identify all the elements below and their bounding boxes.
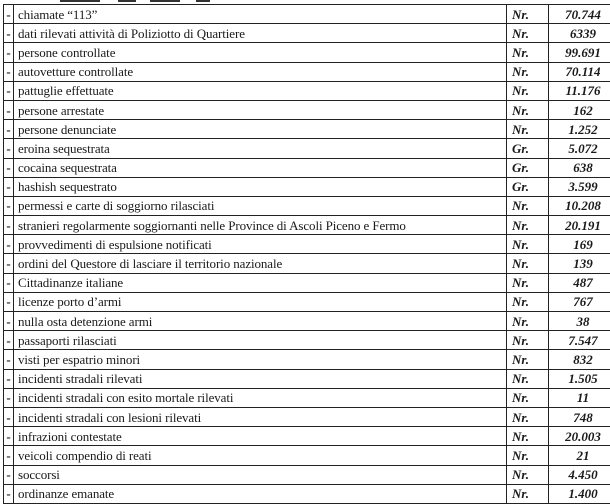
table-row	[4, 177, 610, 196]
row-dash: -	[4, 465, 14, 484]
row-value: 70.114	[549, 62, 610, 81]
row-dash: -	[4, 43, 14, 62]
row-value: 6339	[549, 24, 610, 43]
row-unit: Nr.	[507, 331, 549, 350]
row-label: pattuglie effettuate	[14, 81, 507, 100]
row-unit: Nr.	[507, 5, 549, 24]
row-dash: -	[4, 388, 14, 407]
statistics-table-body	[4, 5, 610, 504]
row-label: persone controllate	[14, 43, 507, 62]
table-row	[4, 5, 610, 24]
row-dash: -	[4, 81, 14, 100]
row-dash: -	[4, 484, 14, 503]
row-label: infrazioni contestate	[14, 427, 507, 446]
row-unit: Nr.	[507, 312, 549, 331]
row-label: Cittadinanze italiane	[14, 273, 507, 292]
row-dash: -	[4, 120, 14, 139]
row-value: 99.691	[549, 43, 610, 62]
row-value: 11.176	[549, 81, 610, 100]
row-dash: -	[4, 292, 14, 311]
row-value: 748	[549, 407, 610, 426]
row-unit: Gr.	[507, 139, 549, 158]
row-dash: -	[4, 446, 14, 465]
row-dash: -	[4, 312, 14, 331]
row-dash: -	[4, 427, 14, 446]
row-label: incidenti stradali con esito mortale rilevati	[14, 388, 507, 407]
row-unit: Nr.	[507, 81, 549, 100]
table-row	[4, 81, 610, 100]
row-unit: Nr.	[507, 407, 549, 426]
row-label: dati rilevati attività di Poliziotto di Quartiere	[14, 24, 507, 43]
table-row	[4, 235, 610, 254]
row-value: 1.252	[549, 120, 610, 139]
row-dash: -	[4, 158, 14, 177]
row-unit: Nr.	[507, 235, 549, 254]
row-unit: Nr.	[507, 273, 549, 292]
table-row	[4, 369, 610, 388]
table-row	[4, 196, 610, 215]
table-row	[4, 350, 610, 369]
row-label: incidenti stradali rilevati	[14, 369, 507, 388]
row-unit: Nr.	[507, 216, 549, 235]
row-label: ordini del Questore di lasciare il territorio nazionale	[14, 254, 507, 273]
table-row	[4, 216, 610, 235]
row-value: 7.547	[549, 331, 610, 350]
row-unit: Nr.	[507, 43, 549, 62]
row-value: 70.744	[549, 5, 610, 24]
row-label: passaporti rilasciati	[14, 331, 507, 350]
table-row	[4, 407, 610, 426]
row-value: 4.450	[549, 465, 610, 484]
row-value: 1.400	[549, 484, 610, 503]
table-row	[4, 139, 610, 158]
row-value: 1.505	[549, 369, 610, 388]
row-unit: Nr.	[507, 465, 549, 484]
row-unit: Nr.	[507, 484, 549, 503]
row-label: hashish sequestrato	[14, 177, 507, 196]
row-value: 767	[549, 292, 610, 311]
table-row	[4, 24, 610, 43]
row-value: 11	[549, 388, 610, 407]
statistics-table	[3, 4, 610, 504]
row-unit: Nr.	[507, 24, 549, 43]
row-unit: Nr.	[507, 196, 549, 215]
table-row	[4, 331, 610, 350]
row-label: soccorsi	[14, 465, 507, 484]
row-unit: Nr.	[507, 100, 549, 119]
row-label: provvedimenti di espulsione notificati	[14, 235, 507, 254]
table-row	[4, 254, 610, 273]
row-dash: -	[4, 350, 14, 369]
row-unit: Nr.	[507, 388, 549, 407]
row-dash: -	[4, 196, 14, 215]
row-dash: -	[4, 331, 14, 350]
row-value: 638	[549, 158, 610, 177]
row-value: 169	[549, 235, 610, 254]
row-unit: Nr.	[507, 369, 549, 388]
row-label: persone arrestate	[14, 100, 507, 119]
row-value: 20.191	[549, 216, 610, 235]
row-dash: -	[4, 235, 14, 254]
row-label: visti per espatrio minori	[14, 350, 507, 369]
row-unit: Nr.	[507, 120, 549, 139]
row-value: 139	[549, 254, 610, 273]
row-dash: -	[4, 62, 14, 81]
row-unit: Nr.	[507, 446, 549, 465]
row-value: 3.599	[549, 177, 610, 196]
row-label: veicoli compendio di reati	[14, 446, 507, 465]
row-label: incidenti stradali con lesioni rilevati	[14, 407, 507, 426]
row-label: eroina sequestrata	[14, 139, 507, 158]
table-row	[4, 427, 610, 446]
row-value: 5.072	[549, 139, 610, 158]
table-row	[4, 312, 610, 331]
table-row	[4, 484, 610, 503]
row-dash: -	[4, 177, 14, 196]
row-dash: -	[4, 139, 14, 158]
table-row	[4, 388, 610, 407]
row-unit: Gr.	[507, 158, 549, 177]
row-value: 21	[549, 446, 610, 465]
row-dash: -	[4, 5, 14, 24]
row-unit: Nr.	[507, 62, 549, 81]
row-unit: Gr.	[507, 177, 549, 196]
row-label: ordinanze emanate	[14, 484, 507, 503]
row-label: licenze porto d’armi	[14, 292, 507, 311]
table-row	[4, 120, 610, 139]
table-row	[4, 292, 610, 311]
row-dash: -	[4, 254, 14, 273]
table-row	[4, 273, 610, 292]
row-dash: -	[4, 369, 14, 388]
row-unit: Nr.	[507, 350, 549, 369]
row-unit: Nr.	[507, 427, 549, 446]
row-value: 20.003	[549, 427, 610, 446]
row-dash: -	[4, 216, 14, 235]
row-value: 38	[549, 312, 610, 331]
row-dash: -	[4, 407, 14, 426]
table-row	[4, 446, 610, 465]
row-value: 10.208	[549, 196, 610, 215]
row-label: permessi e carte di soggiorno rilasciati	[14, 196, 507, 215]
table-row	[4, 158, 610, 177]
row-label: cocaina sequestrata	[14, 158, 507, 177]
row-unit: Nr.	[507, 254, 549, 273]
row-value: 832	[549, 350, 610, 369]
row-label: persone denunciate	[14, 120, 507, 139]
row-dash: -	[4, 100, 14, 119]
row-label: stranieri regolarmente soggiornanti nelle Province di Ascoli Piceno e Fermo	[14, 216, 507, 235]
table-row	[4, 43, 610, 62]
row-label: nulla osta detenzione armi	[14, 312, 507, 331]
row-dash: -	[4, 273, 14, 292]
row-label: autovetture controllate	[14, 62, 507, 81]
row-label: chiamate “113”	[14, 5, 507, 24]
row-value: 162	[549, 100, 610, 119]
table-row	[4, 465, 610, 484]
row-dash: -	[4, 24, 14, 43]
table-row	[4, 62, 610, 81]
row-value: 487	[549, 273, 610, 292]
table-row	[4, 100, 610, 119]
row-unit: Nr.	[507, 292, 549, 311]
